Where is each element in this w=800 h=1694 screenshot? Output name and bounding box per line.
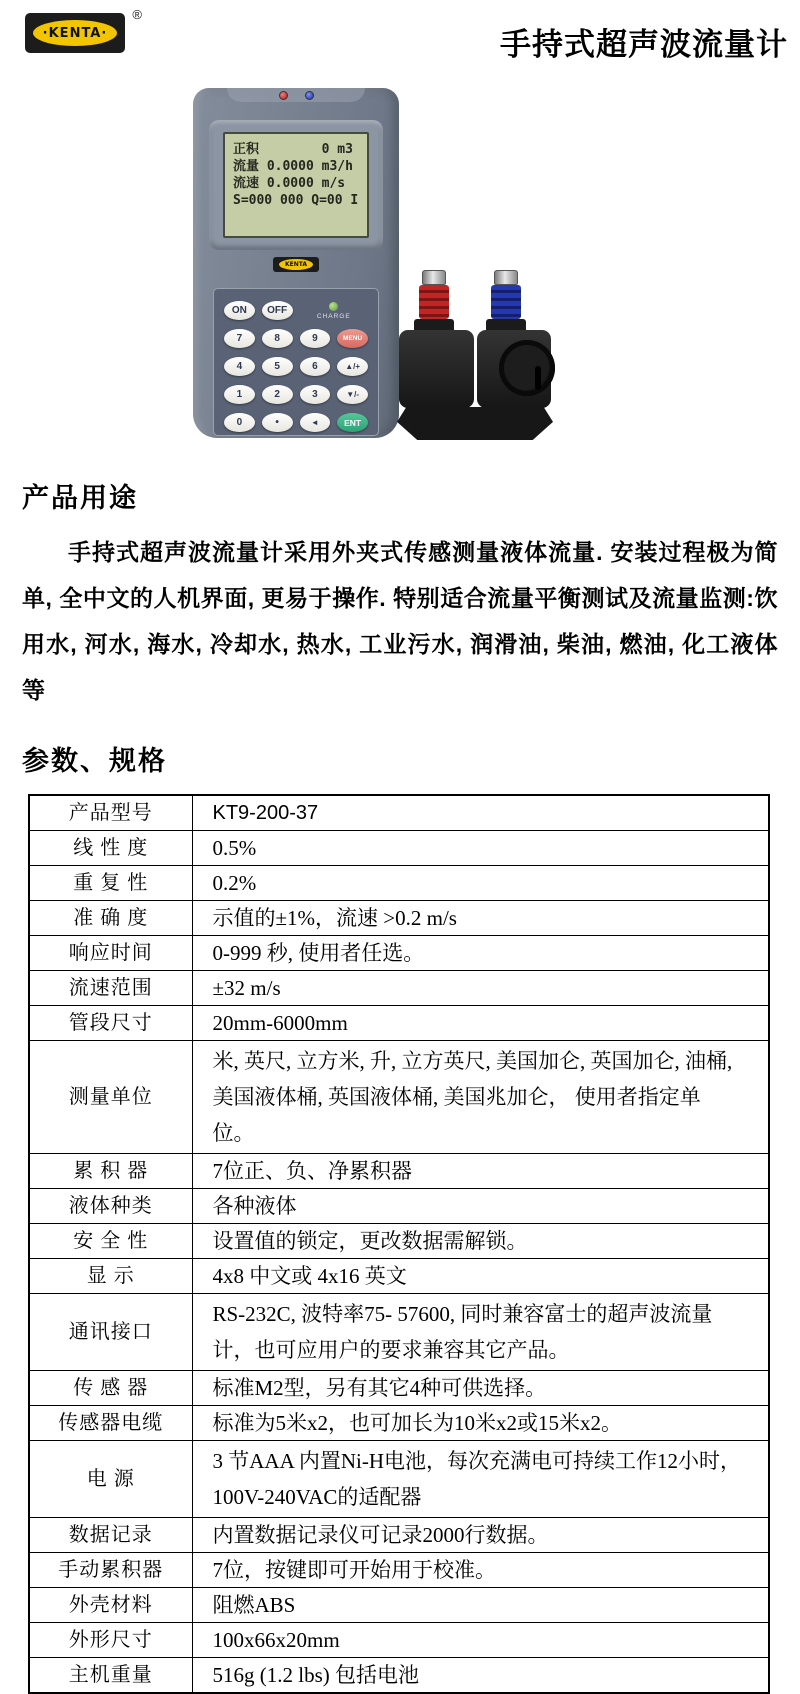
device-mini-logo-text: KENTA xyxy=(279,259,313,270)
spec-row-accuracy xyxy=(29,901,769,936)
spec-label: 产品型号 xyxy=(29,795,192,831)
spec-row-liquid-types xyxy=(29,1189,769,1224)
spec-value: 7位，按键即可开始用于校准。 xyxy=(192,1553,769,1588)
spec-label: 安 全 性 xyxy=(29,1224,192,1259)
spec-label: 累 积 器 xyxy=(29,1154,192,1189)
charge-indicator xyxy=(300,301,369,320)
kenta-logo-text: ·KENTA· xyxy=(42,25,108,41)
transducer-base xyxy=(397,407,553,440)
transducer-endcap-slot xyxy=(535,366,541,390)
spec-row-velocity-range xyxy=(29,971,769,1006)
spec-label: 重 复 性 xyxy=(29,866,192,901)
spec-value: 0-999 秒, 使用者任选。 xyxy=(192,936,769,971)
red-port-icon xyxy=(279,91,288,100)
spec-value: 阻燃ABS xyxy=(192,1588,769,1623)
spec-value: 4x8 中文或 4x16 英文 xyxy=(192,1259,769,1294)
spec-row-response-time xyxy=(29,936,769,971)
spec-value: 100x66x20mm xyxy=(192,1623,769,1658)
down-arrow-key: ▼/- xyxy=(337,385,368,404)
page-header xyxy=(0,0,800,62)
dot-key: • xyxy=(262,413,293,432)
transducer-endcap xyxy=(499,340,555,396)
spec-row-dimensions xyxy=(29,1623,769,1658)
spec-value: KT9-200-37 xyxy=(192,795,769,831)
spec-label: 管段尺寸 xyxy=(29,1006,192,1041)
key-9: 9 xyxy=(300,329,331,348)
kenta-logo-oval xyxy=(31,18,119,48)
spec-label: 显 示 xyxy=(29,1259,192,1294)
backspace-key: ◄ xyxy=(300,413,331,432)
device-mini-logo xyxy=(273,257,319,272)
spec-value: 0.5% xyxy=(192,831,769,866)
spec-label: 传 感 器 xyxy=(29,1371,192,1406)
spec-value: 设置值的锁定，更改数据需解锁。 xyxy=(192,1224,769,1259)
lcd-line-velocity: 流速 0.0000 m/s xyxy=(233,176,346,191)
device-lcd-screen xyxy=(223,132,369,238)
key-1: 1 xyxy=(224,385,255,404)
device-screen-bezel xyxy=(209,120,383,250)
spec-row-data-logging xyxy=(29,1518,769,1553)
blue-connector-metal-cap xyxy=(494,270,518,285)
product-photo xyxy=(0,58,800,450)
spec-row-transducer-cable xyxy=(29,1406,769,1441)
lcd-line-totalizer: 正积 0 m3 xyxy=(233,142,353,157)
spec-label: 液体种类 xyxy=(29,1189,192,1224)
spec-row-pipe-size xyxy=(29,1006,769,1041)
spec-row-units xyxy=(29,1041,769,1154)
spec-label: 电 源 xyxy=(29,1441,192,1518)
spec-value: ±32 m/s xyxy=(192,971,769,1006)
off-key: OFF xyxy=(262,301,293,320)
red-connector-barrel xyxy=(419,285,449,319)
key-6: 6 xyxy=(300,357,331,376)
spec-row-display xyxy=(29,1259,769,1294)
spec-label: 响应时间 xyxy=(29,936,192,971)
blue-port-icon xyxy=(305,91,314,100)
spec-row-totalizer xyxy=(29,1154,769,1189)
up-arrow-key: ▲/+ xyxy=(337,357,368,376)
spec-row-comm-interface xyxy=(29,1294,769,1371)
key-5: 5 xyxy=(262,357,293,376)
spec-row-power xyxy=(29,1441,769,1518)
spec-row-model xyxy=(29,795,769,831)
specs-section-title: 参数、规格 xyxy=(22,746,167,776)
spec-row-security xyxy=(29,1224,769,1259)
key-2: 2 xyxy=(262,385,293,404)
key-8: 8 xyxy=(262,329,293,348)
red-transducer-connector xyxy=(419,270,449,332)
spec-label: 测量单位 xyxy=(29,1041,192,1154)
spec-value: 3 节AAA 内置Ni-H电池，每次充满电可持续工作12小时，100V-240VAC的适配器 xyxy=(192,1441,769,1518)
spec-value: 7位正、负、净累积器 xyxy=(192,1154,769,1189)
spec-row-linearity xyxy=(29,831,769,866)
transducers-image xyxy=(399,270,551,440)
spec-value: 0.2% xyxy=(192,866,769,901)
spec-value: 米, 英尺, 立方米, 升, 立方英尺, 美国加仑, 英国加仑, 油桶, 美国液体桶, 英国液体桶, 美国兆加仑， 使用者指定单位。 xyxy=(192,1041,769,1154)
spec-value: 20mm-6000mm xyxy=(192,1006,769,1041)
usage-section-title: 产品用途 xyxy=(22,483,138,513)
lcd-line-signal: S=000 000 Q=00 I xyxy=(233,193,359,208)
enter-key: ENT xyxy=(337,413,368,432)
spec-label: 传感器电缆 xyxy=(29,1406,192,1441)
spec-label: 准 确 度 xyxy=(29,901,192,936)
device-keypad xyxy=(213,288,379,436)
spec-label: 线 性 度 xyxy=(29,831,192,866)
red-connector-metal-cap xyxy=(422,270,446,285)
transducer-block-left xyxy=(399,330,474,408)
flowmeter-device-image xyxy=(193,88,399,438)
device-top-notch xyxy=(193,88,399,108)
spec-value: 标准为5米x2，也可加长为10米x2或15米x2。 xyxy=(192,1406,769,1441)
spec-label: 流速范围 xyxy=(29,971,192,1006)
page-title: 手持式超声波流量计 xyxy=(500,27,788,62)
key-7: 7 xyxy=(224,329,255,348)
registered-trademark-icon: ® xyxy=(132,7,142,22)
charge-led-icon xyxy=(329,302,338,311)
lcd-line-flow: 流量 0.0000 m3/h xyxy=(233,159,353,174)
blue-transducer-connector xyxy=(491,270,521,332)
charge-label: CHARGE xyxy=(316,312,351,320)
kenta-logo-badge xyxy=(25,13,125,53)
spec-label: 通讯接口 xyxy=(29,1294,192,1371)
spec-row-housing-material xyxy=(29,1588,769,1623)
spec-row-manual-totalizer xyxy=(29,1553,769,1588)
key-4: 4 xyxy=(224,357,255,376)
spec-row-repeatability xyxy=(29,866,769,901)
spec-value: 516g (1.2 lbs) 包括电池 xyxy=(192,1658,769,1694)
key-0: 0 xyxy=(224,413,255,432)
on-key: ON xyxy=(224,301,255,320)
spec-value: 标准M2型，另有其它4种可供选择。 xyxy=(192,1371,769,1406)
spec-label: 手动累积器 xyxy=(29,1553,192,1588)
spec-table xyxy=(28,794,770,1694)
key-3: 3 xyxy=(300,385,331,404)
spec-value: 示值的±1%，流速 >0.2 m/s xyxy=(192,901,769,936)
spec-value: 内置数据记录仪可记录2000行数据。 xyxy=(192,1518,769,1553)
blue-connector-barrel xyxy=(491,285,521,319)
spec-label: 主机重量 xyxy=(29,1658,192,1694)
spec-label: 外壳材料 xyxy=(29,1588,192,1623)
spec-value: RS-232C, 波特率75- 57600, 同时兼容富士的超声波流量计，也可应用户的要求兼容其它产品。 xyxy=(192,1294,769,1371)
spec-label: 数据记录 xyxy=(29,1518,192,1553)
spec-row-weight xyxy=(29,1658,769,1694)
spec-row-transducer xyxy=(29,1371,769,1406)
menu-key: MENU xyxy=(337,329,368,348)
brand-logo xyxy=(25,7,142,53)
spec-label: 外形尺寸 xyxy=(29,1623,192,1658)
usage-paragraph: 手持式超声波流量计采用外夹式传感测量液体流量. 安装过程极为简单, 全中文的人机界面, 更易于操作. 特别适合流量平衡测试及流量监测:饮用水, 河水, 海水, 冷却水, 热水, 工业污水, 润滑油, 柴油, 燃油, 化工液体等 xyxy=(22,539,778,703)
spec-value: 各种液体 xyxy=(192,1189,769,1224)
transducer-body xyxy=(399,330,551,408)
